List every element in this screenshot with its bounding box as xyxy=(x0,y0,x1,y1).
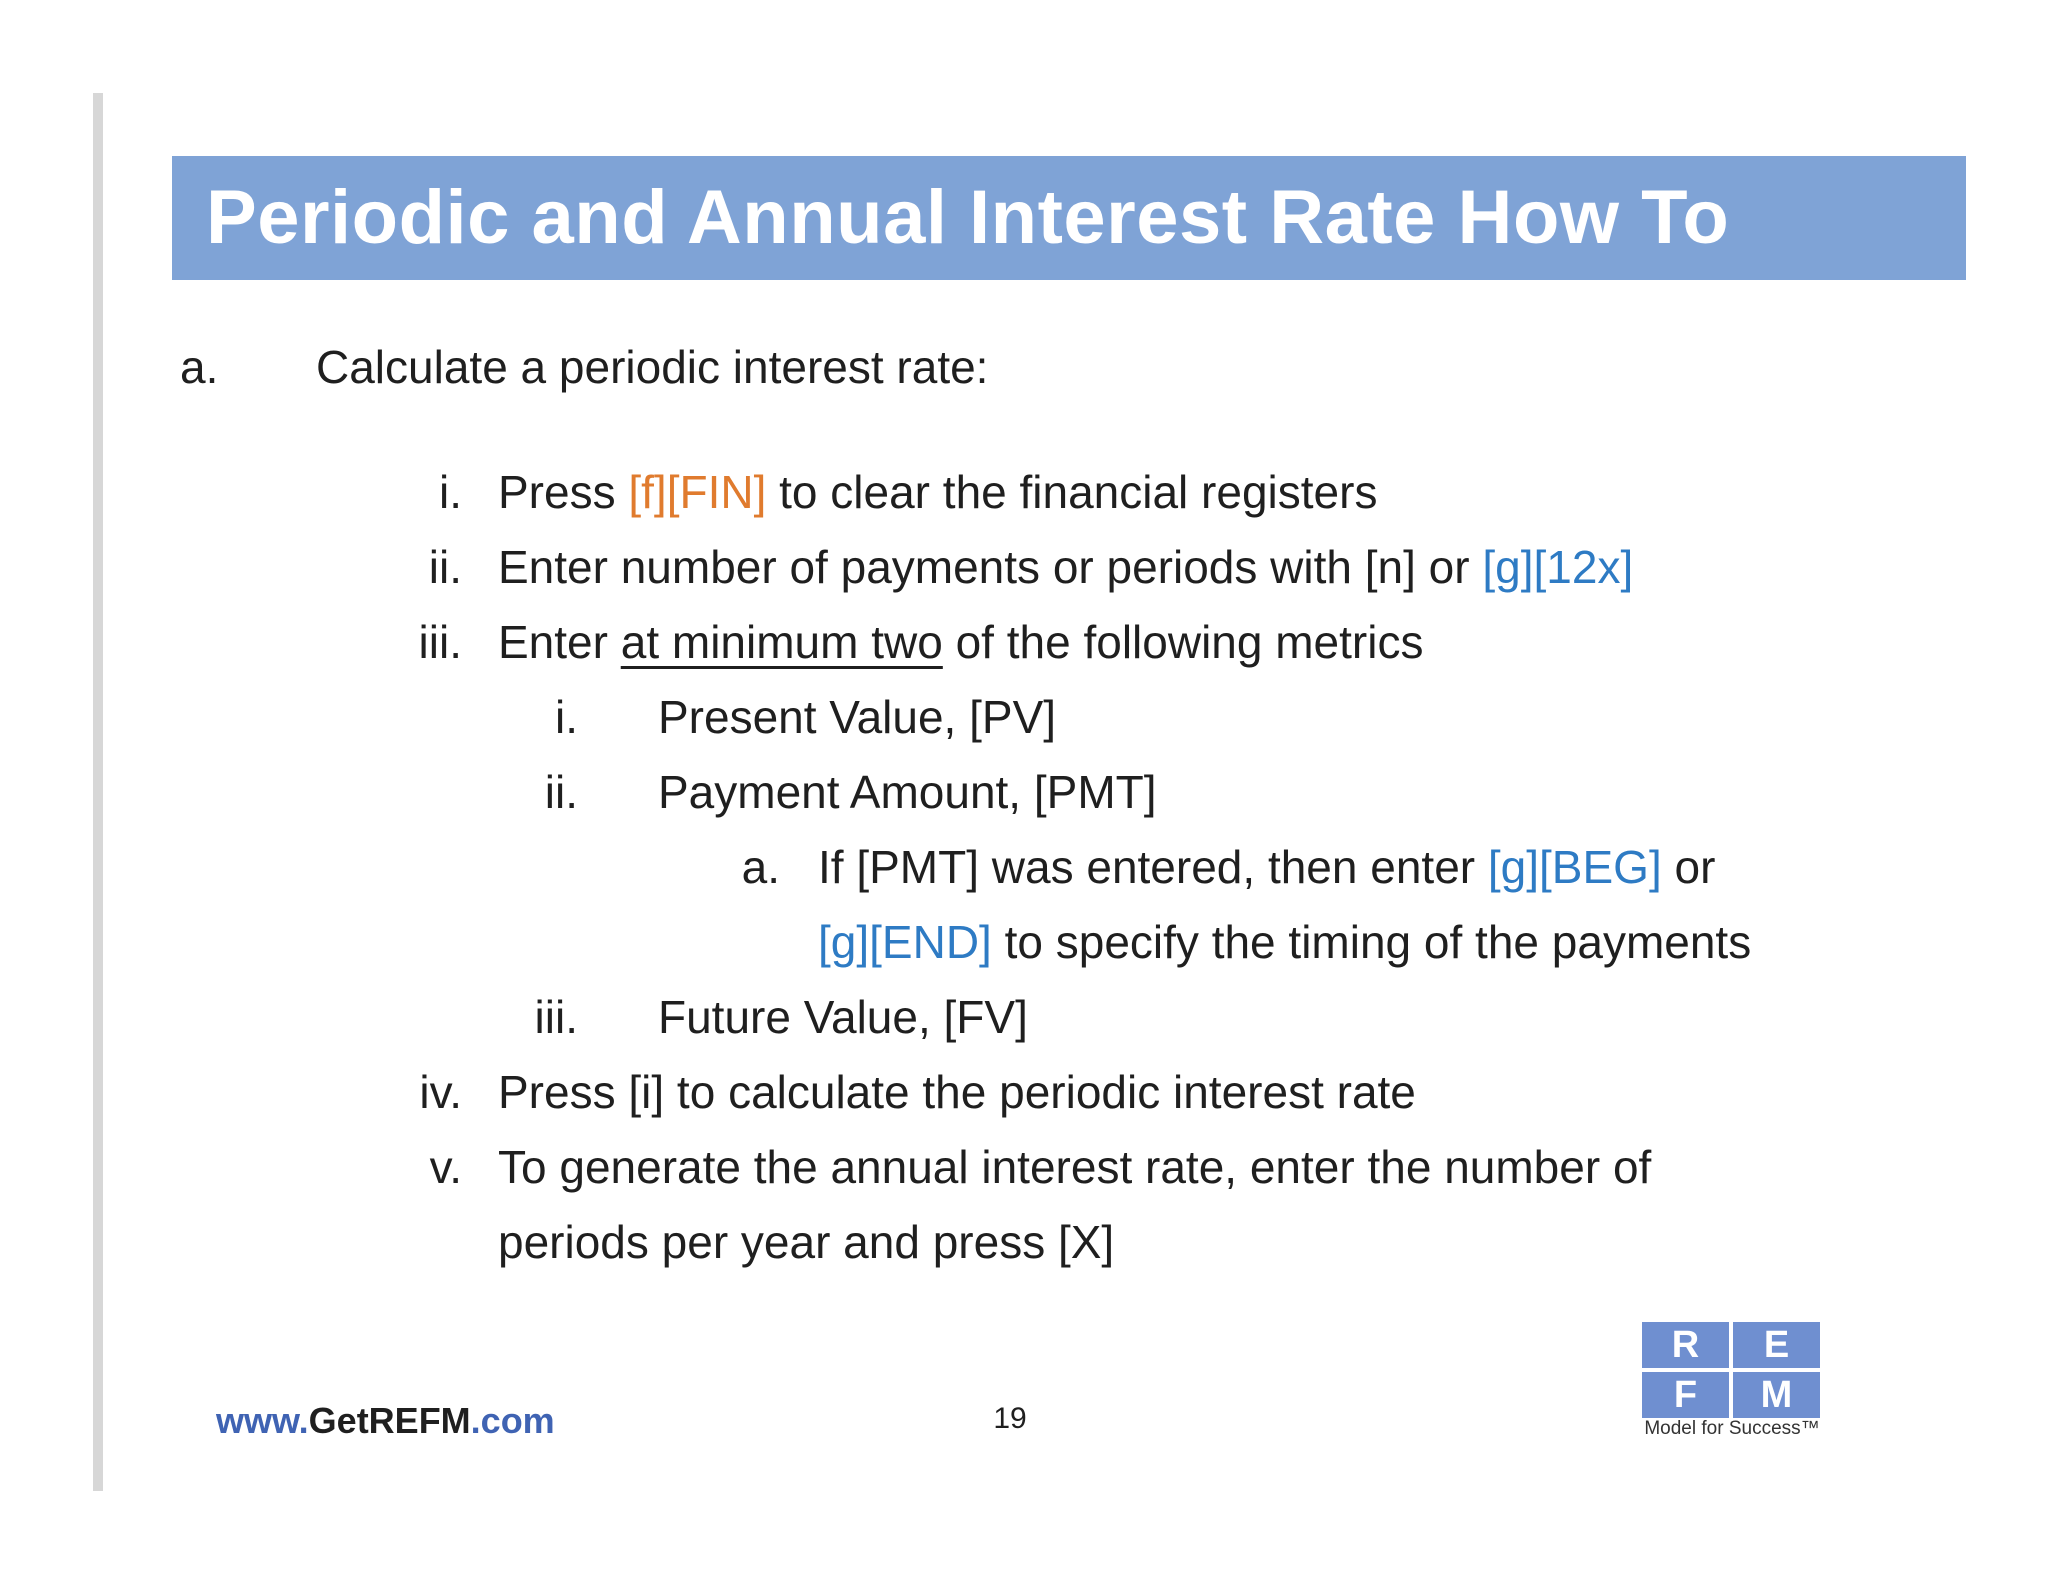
list-marker: ii. xyxy=(428,541,462,593)
list-marker: iii. xyxy=(418,616,462,668)
list-item xyxy=(818,839,1715,895)
list-item xyxy=(658,989,1028,1045)
list-item-continuation xyxy=(818,914,1751,970)
item-text: Present Value, [PV] xyxy=(658,691,1057,743)
logo-letter-grid xyxy=(1642,1322,1820,1418)
list-marker: v. xyxy=(429,1141,462,1193)
item-text: to clear the financial registers xyxy=(766,466,1378,518)
key-sequence: [g][12x] xyxy=(1482,541,1634,593)
item-text: Payment Amount, [PMT] xyxy=(658,766,1157,818)
item-text: Press [i] to calculate the periodic interest rate xyxy=(498,1066,1416,1118)
emphasis-text: at minimum two xyxy=(620,616,943,668)
list-item xyxy=(658,689,1056,745)
item-text: Future Value, [FV] xyxy=(658,991,1028,1043)
url-brand: GetREFM xyxy=(308,1400,471,1441)
list-marker: a. xyxy=(180,341,219,393)
page-number: 19 xyxy=(993,1402,1027,1435)
key-sequence: [f][FIN] xyxy=(628,466,767,518)
list-marker: ii. xyxy=(544,766,578,818)
item-text: If [PMT] was entered, then enter xyxy=(818,841,1488,893)
list-item-continuation xyxy=(498,1214,1114,1270)
list-item xyxy=(498,1064,1416,1120)
item-text: to specify the timing of the payments xyxy=(991,916,1752,968)
list-item xyxy=(498,1139,1651,1195)
logo-letter: F xyxy=(1642,1372,1729,1418)
slide-title: Periodic and Annual Interest Rate How To xyxy=(206,175,1730,260)
item-text: or xyxy=(1661,841,1716,893)
list-item xyxy=(498,539,1633,595)
list-marker: iii. xyxy=(534,991,578,1043)
url-suffix: .com xyxy=(470,1400,555,1441)
item-text: Press xyxy=(498,466,629,518)
logo-letter: E xyxy=(1733,1322,1820,1368)
list-marker: a. xyxy=(741,841,780,893)
refm-logo xyxy=(1642,1322,1822,1442)
item-text: of the following metrics xyxy=(942,616,1424,668)
item-text: Enter xyxy=(498,616,621,668)
list-marker: i. xyxy=(555,691,578,743)
item-text: To generate the annual interest rate, enter the number of xyxy=(498,1141,1652,1193)
list-item xyxy=(316,339,988,395)
url-prefix: www. xyxy=(216,1400,309,1441)
footer-website-link[interactable] xyxy=(216,1400,555,1442)
logo-letter: M xyxy=(1733,1372,1820,1418)
list-marker: iv. xyxy=(419,1066,462,1118)
item-text: periods per year and press [X] xyxy=(498,1216,1115,1268)
list-item xyxy=(498,614,1423,670)
item-text: Enter number of payments or periods with [n] or xyxy=(498,541,1483,593)
list-item xyxy=(498,464,1377,520)
item-text: Calculate a periodic interest rate: xyxy=(316,341,989,393)
list-item xyxy=(658,764,1157,820)
logo-letter: R xyxy=(1642,1322,1729,1368)
logo-tagline: Model for Success™ xyxy=(1644,1418,1820,1439)
list-marker: i. xyxy=(439,466,462,518)
key-sequence: [g][END] xyxy=(818,916,992,968)
key-sequence: [g][BEG] xyxy=(1487,841,1662,893)
